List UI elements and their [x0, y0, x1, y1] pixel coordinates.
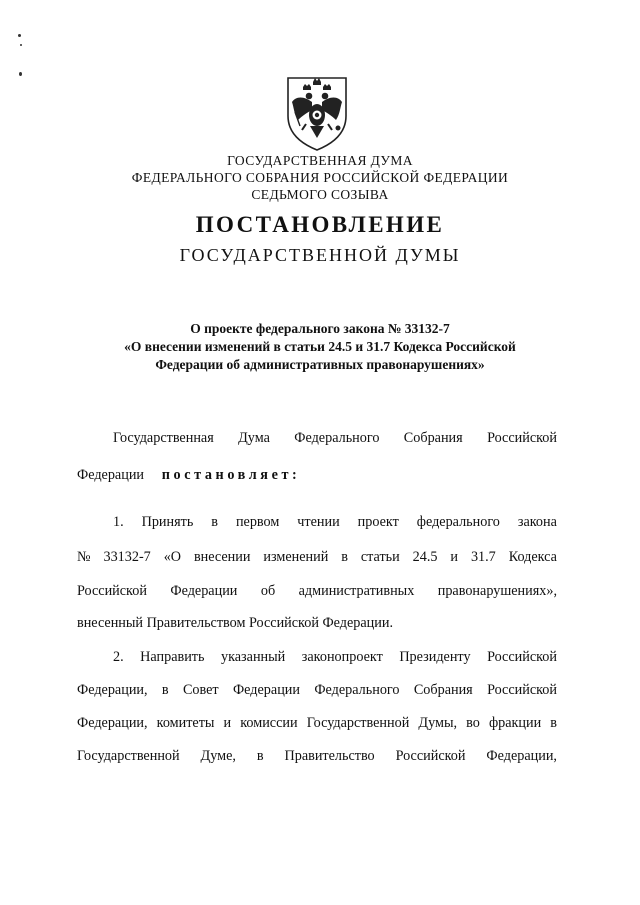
- body-word: 2.: [113, 649, 124, 665]
- header-line-duma: ГОСУДАРСТВЕННАЯ ДУМА: [227, 153, 413, 168]
- body-word: комитеты: [156, 715, 215, 731]
- paragraph-2-line-3: [77, 714, 557, 732]
- body-word: 31.7: [470, 549, 496, 565]
- body-word: Федерации,: [486, 748, 557, 764]
- header-line-federal-assembly: ФЕДЕРАЛЬНОГО СОБРАНИЯ РОССИЙСКОЙ ФЕДЕРАЦИИ: [131, 170, 509, 185]
- intro-line-2: [77, 466, 557, 484]
- body-word: 33132-7: [103, 549, 151, 565]
- body-word: статьи: [360, 549, 400, 565]
- body-word: Дума: [238, 430, 270, 446]
- paragraph-1-line-1: [113, 513, 557, 531]
- body-word: первом: [235, 514, 280, 530]
- body-word: Государственная: [113, 430, 214, 446]
- body-word: Государственной: [77, 748, 180, 764]
- body-word: Собрания: [403, 430, 463, 446]
- body-word: Государственной: [306, 715, 410, 731]
- body-word: комиссии: [240, 715, 298, 731]
- body-word: об: [260, 583, 276, 599]
- body-word: в: [550, 715, 557, 731]
- body-word: Кодекса: [508, 549, 557, 565]
- body-word: Российской: [487, 649, 557, 665]
- body-word: Направить: [140, 649, 205, 665]
- body-word: Российской: [395, 748, 466, 764]
- paragraph-1-line-4: внесенный Правительством Российской Федерации.: [77, 615, 394, 631]
- body-word: Федерации: [232, 682, 300, 698]
- body-word: правонарушениях»,: [437, 583, 557, 599]
- paragraph-2-line-2: [77, 681, 557, 699]
- subject-line-2: «О внесении изменений в статьи 24.5 и 31.7 Кодекса Российской: [124, 339, 516, 354]
- subject-line-1: О проекте федерального закона № 33132-7: [190, 321, 450, 336]
- paragraph-1-line-3: [77, 582, 557, 600]
- scan-speck: [18, 34, 21, 37]
- body-word: и: [450, 549, 459, 565]
- document-title: ПОСТАНОВЛЕНИЕ: [195, 212, 445, 237]
- body-word: внесении: [193, 549, 251, 565]
- body-word: Президенту: [399, 649, 471, 665]
- header-line-convocation: СЕДЬМОГО СОЗЫВА: [251, 187, 389, 202]
- body-word: Российской: [77, 583, 147, 599]
- body-word: в: [161, 682, 169, 698]
- body-word: административных: [298, 583, 415, 599]
- body-word: №: [77, 549, 91, 565]
- body-word: Собрания: [413, 682, 473, 698]
- body-word: изменений: [263, 549, 329, 565]
- body-word: в: [211, 514, 218, 530]
- body-word: в: [256, 748, 264, 764]
- body-word: Принять: [141, 514, 194, 530]
- body-word: 1.: [113, 514, 124, 530]
- paragraph-2-line-4: [77, 747, 557, 765]
- scan-speck: [20, 44, 22, 46]
- body-word: и: [223, 715, 232, 731]
- body-word: Российской: [487, 682, 557, 698]
- paragraph-1-line-2: [77, 548, 557, 566]
- paragraph-2-line-1: [113, 648, 557, 666]
- body-word: фракции: [488, 715, 542, 731]
- body-word: Федерации: [77, 467, 145, 483]
- body-word: Совет: [182, 682, 219, 698]
- body-word: Российской: [487, 430, 557, 446]
- intro-line-1: [113, 429, 557, 447]
- russian-coat-of-arms-emblem: [282, 72, 352, 152]
- resolves-keyword: постановляет:: [161, 467, 301, 483]
- document-subtitle: ГОСУДАРСТВЕННОЙ ДУМЫ: [179, 245, 461, 265]
- body-word: федерального: [416, 514, 500, 530]
- body-word: проект: [357, 514, 399, 530]
- body-word: Федерального: [294, 430, 380, 446]
- body-word: закона: [517, 514, 557, 530]
- body-word: чтении: [297, 514, 340, 530]
- body-word: Думе,: [200, 748, 236, 764]
- body-word: Правительство: [284, 748, 375, 764]
- body-word: Федерального: [314, 682, 400, 698]
- body-word: в: [341, 549, 348, 565]
- body-word: Федерации,: [77, 715, 148, 731]
- subject-line-3: Федерации об административных правонарушениях»: [155, 357, 485, 372]
- body-word: во: [466, 715, 480, 731]
- body-word: Думы,: [418, 715, 458, 731]
- body-word: Федерации: [170, 583, 238, 599]
- body-word: Федерации,: [77, 682, 148, 698]
- body-word: «О: [163, 549, 182, 565]
- body-word: указанный: [220, 649, 286, 665]
- scan-speck: [19, 72, 22, 76]
- body-word: 24.5: [412, 549, 438, 565]
- body-word: законопроект: [301, 649, 383, 665]
